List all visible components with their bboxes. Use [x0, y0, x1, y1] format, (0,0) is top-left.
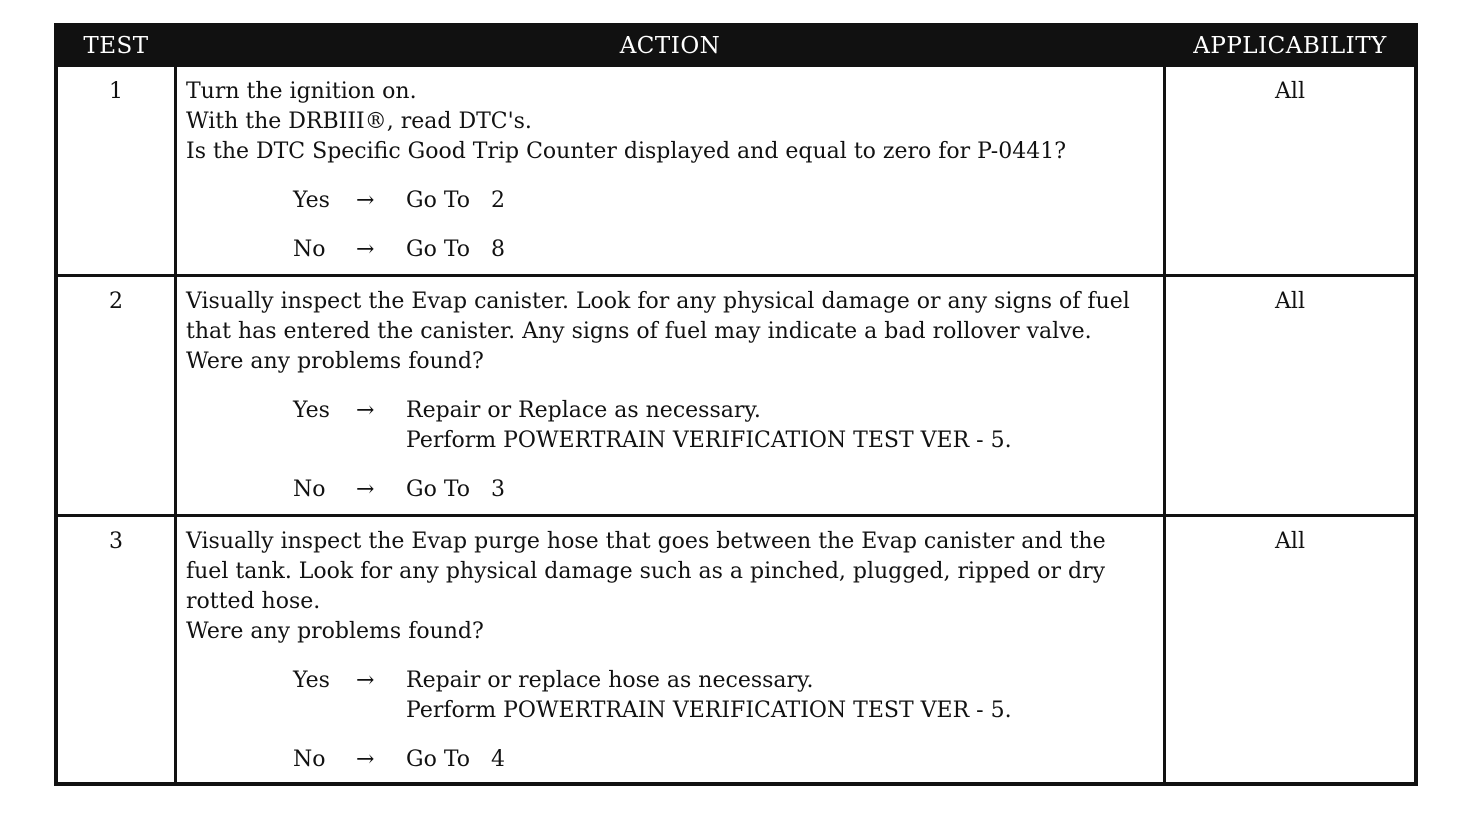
action-line: Visually inspect the Evap purge hose that goes between the Evap canister and the — [186, 529, 1106, 554]
arrow-icon: → — [356, 237, 375, 262]
yes-result: Repair or replace hose as necessary. — [406, 668, 814, 693]
table-header — [58, 27, 1414, 67]
yes-label: Yes — [293, 188, 330, 213]
header-action: ACTION — [619, 33, 721, 59]
action-line: With the DRBIII®, read DTC's. — [186, 109, 532, 134]
yes-label: Yes — [293, 398, 330, 423]
test-number: 3 — [109, 529, 123, 554]
no-result: Go To 8 — [406, 237, 505, 262]
yes-result: Go To 2 — [406, 188, 505, 213]
applicability-value: All — [1275, 79, 1305, 104]
no-option — [186, 745, 1166, 775]
yes-label: Yes — [293, 668, 330, 693]
action-line: Turn the ignition on. — [186, 79, 417, 104]
diagnostic-test-table — [54, 23, 1418, 786]
header-test: TEST — [83, 33, 149, 59]
action-line: Were any problems found? — [186, 349, 484, 374]
no-label: No — [293, 747, 326, 772]
action-line: Is the DTC Specific Good Trip Counter displayed and equal to zero for P-0441? — [186, 139, 1066, 164]
test-number: 2 — [109, 289, 123, 314]
no-option — [186, 475, 1166, 505]
action-line: fuel tank. Look for any physical damage such as a pinched, plugged, ripped or dry — [186, 559, 1106, 584]
no-result: Go To 4 — [406, 747, 505, 772]
action-line: that has entered the canister. Any signs of fuel may indicate a bad rollover valve. — [186, 319, 1092, 344]
table-row — [58, 517, 1414, 786]
arrow-icon: → — [356, 668, 375, 693]
action-cell — [186, 287, 1166, 505]
yes-result-verification: Perform POWERTRAIN VERIFICATION TEST VER - 5. — [406, 698, 1012, 723]
no-result: Go To 3 — [406, 477, 505, 502]
no-option — [186, 235, 1166, 265]
arrow-icon: → — [356, 477, 375, 502]
yes-option-continued — [186, 696, 1166, 726]
no-label: No — [293, 477, 326, 502]
test-number: 1 — [109, 79, 123, 104]
applicability-value: All — [1275, 289, 1305, 314]
table-row — [58, 277, 1414, 514]
yes-result: Repair or Replace as necessary. — [406, 398, 761, 423]
applicability-value: All — [1275, 529, 1305, 554]
yes-option-continued — [186, 426, 1166, 456]
table-row — [58, 67, 1414, 275]
header-applicability: APPLICABILITY — [1193, 33, 1387, 59]
yes-option — [186, 396, 1166, 426]
no-label: No — [293, 237, 326, 262]
arrow-icon: → — [356, 188, 375, 213]
yes-option — [186, 186, 1166, 216]
yes-result-verification: Perform POWERTRAIN VERIFICATION TEST VER - 5. — [406, 428, 1012, 453]
yes-option — [186, 666, 1166, 696]
action-cell — [186, 527, 1166, 775]
arrow-icon: → — [356, 747, 375, 772]
action-line: rotted hose. — [186, 589, 321, 614]
action-cell — [186, 77, 1166, 265]
action-line: Visually inspect the Evap canister. Look for any physical damage or any signs of fuel — [186, 289, 1130, 314]
arrow-icon: → — [356, 398, 375, 423]
action-line: Were any problems found? — [186, 619, 484, 644]
